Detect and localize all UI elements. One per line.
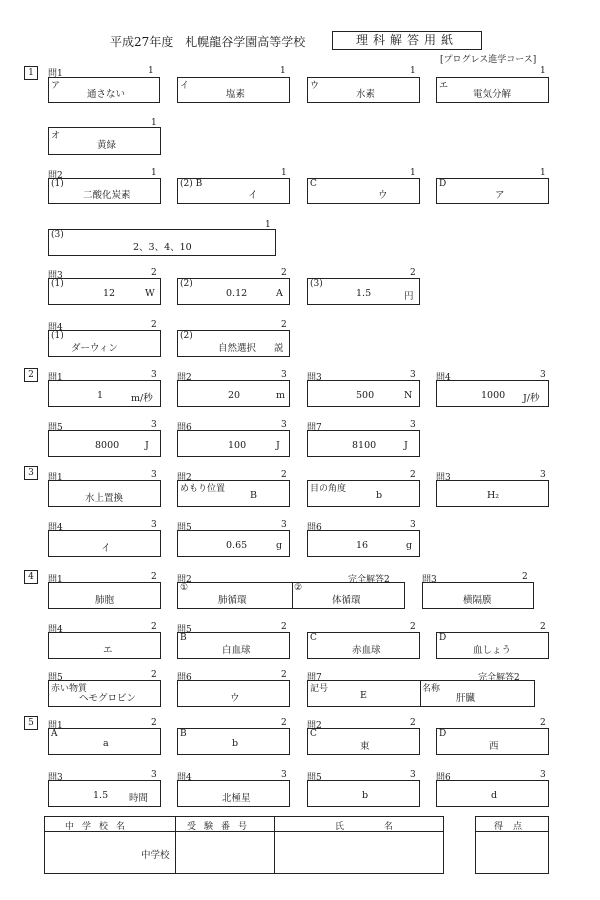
answer-value: 塩素	[226, 89, 246, 100]
question-label: 問3	[422, 575, 437, 585]
sub-label: 赤い物質	[51, 684, 88, 694]
sub-label: 記号	[310, 684, 329, 694]
answer-value: 20	[228, 390, 241, 401]
answer-box	[48, 728, 161, 755]
completion-note: 完全解答2	[478, 673, 520, 683]
answer-box	[436, 77, 549, 103]
answer-box	[48, 530, 161, 557]
points: 2	[151, 268, 157, 278]
answer-box	[307, 430, 420, 457]
points: 1	[540, 66, 546, 76]
points: 2	[151, 670, 157, 680]
answer-box	[48, 178, 161, 204]
points: 3	[410, 520, 416, 530]
answer-unit: J	[404, 440, 408, 451]
points: 2	[151, 320, 157, 330]
answer-unit: N	[404, 390, 413, 401]
points: 2	[281, 718, 287, 728]
answer-box	[177, 178, 290, 204]
answer-box	[307, 530, 420, 557]
answer-box	[48, 229, 276, 256]
points: 3	[281, 370, 287, 380]
answer-value: ウ	[230, 693, 240, 704]
points: 1	[410, 66, 416, 76]
section-number: 5	[24, 716, 38, 730]
answer-value: 電気分解	[473, 89, 512, 100]
sub-label: (2)	[180, 279, 193, 289]
section-number: 2	[24, 368, 38, 382]
answer-box	[436, 632, 549, 659]
answer-unit: 説	[274, 343, 284, 354]
answer-unit: A	[276, 288, 283, 299]
answer-box	[177, 430, 290, 457]
answer-box	[48, 380, 161, 407]
sub-label: オ	[51, 131, 61, 141]
sub-label: (3)	[310, 279, 323, 289]
sub-label: ア	[51, 81, 61, 91]
answer-value: 1	[97, 390, 104, 401]
answer-value: d	[491, 790, 498, 801]
answer-box	[177, 632, 290, 659]
answer-value: 1.5	[93, 790, 109, 801]
answer-value: 2、3、4、10	[133, 242, 192, 253]
answer-box	[307, 680, 535, 707]
answer-value: H₂	[487, 490, 500, 501]
answer-value: ウ	[378, 190, 388, 201]
points: 3	[151, 770, 157, 780]
answer-box	[48, 582, 161, 609]
answer-unit: 時間	[129, 793, 149, 804]
answer-value: ア	[495, 190, 505, 201]
answer-value: 黄緑	[97, 140, 117, 151]
sub-label: B	[180, 633, 187, 643]
points: 2	[281, 320, 287, 330]
sub-label: ①	[180, 583, 189, 593]
question-label: 問6	[177, 423, 192, 433]
answer-box	[48, 480, 161, 507]
question-label: 問4	[48, 625, 63, 635]
sub-label: D	[439, 633, 447, 643]
points: 2	[151, 572, 157, 582]
answer-value: 北極星	[222, 793, 251, 804]
answer-box	[177, 278, 290, 305]
answer-value: 肺胞	[95, 595, 115, 606]
question-label: 問5	[177, 523, 192, 533]
points: 3	[281, 420, 287, 430]
answer-box	[177, 330, 290, 357]
answer-box	[177, 380, 290, 407]
points: 3	[540, 370, 546, 380]
answer-box	[307, 728, 420, 755]
points: 2	[522, 572, 528, 582]
question-label: 問1	[48, 721, 63, 731]
answer-value: 水上置換	[85, 493, 124, 504]
sub-label: エ	[439, 81, 449, 91]
sub-label: イ	[180, 81, 190, 91]
answer-unit: m/秒	[131, 393, 153, 404]
answer-value: 西	[489, 741, 499, 752]
question-label: 問6	[177, 673, 192, 683]
column-divider	[175, 817, 176, 873]
course-label: [プログレス進学コース]	[440, 55, 537, 65]
question-label: 問7	[307, 673, 322, 683]
answer-value: B	[250, 490, 257, 501]
answer-value: 血しょう	[473, 645, 512, 656]
answer-value: 白血球	[222, 645, 251, 656]
sub-label: (1)	[51, 279, 64, 289]
question-label: 問3	[307, 373, 322, 383]
answer-value: 水素	[356, 89, 376, 100]
sub-label: B	[180, 729, 187, 739]
points: 2	[151, 622, 157, 632]
answer-box	[436, 178, 549, 204]
answer-value: エ	[103, 645, 113, 656]
points: 1	[281, 168, 287, 178]
section-number: 1	[24, 66, 38, 80]
score-table	[475, 816, 549, 874]
answer-unit: J	[145, 440, 149, 451]
question-label: 問3	[436, 473, 451, 483]
answer-box	[436, 380, 549, 407]
points: 1	[280, 66, 286, 76]
points: 2	[281, 268, 287, 278]
sub-label: A	[51, 729, 58, 739]
sub-label: (2) B	[180, 179, 203, 189]
question-label: 問2	[177, 473, 192, 483]
answer-box	[48, 632, 161, 659]
question-label: 問5	[48, 423, 63, 433]
answer-value: 0.12	[226, 288, 248, 299]
question-label: 問2	[48, 171, 63, 181]
completion-note: 完全解答2	[348, 575, 390, 585]
sub-label: ②	[294, 583, 303, 593]
question-label: 問1	[48, 575, 63, 585]
section-number: 3	[24, 466, 38, 480]
exam-number-header: 受験番号	[187, 822, 256, 832]
header-title: 平成27年度 札幌龍谷学園高等学校	[110, 35, 306, 49]
school-suffix: 中学校	[141, 850, 170, 861]
answer-value: 赤血球	[352, 645, 381, 656]
question-label: 問2	[177, 373, 192, 383]
question-label: 問1	[48, 373, 63, 383]
answer-box	[177, 530, 290, 557]
sub-label: D	[439, 179, 447, 189]
answer-box	[436, 480, 549, 507]
points: 1	[151, 118, 157, 128]
answer-box	[307, 480, 420, 507]
answer-box	[307, 278, 420, 305]
answer-unit: J	[276, 440, 280, 451]
points: 2	[410, 622, 416, 632]
sub-label: (1)	[51, 331, 64, 341]
answer-box	[177, 780, 290, 807]
answer-value: ヘモグロビン	[79, 693, 137, 704]
answer-value: 肝臓	[456, 693, 476, 704]
question-label: 問4	[177, 773, 192, 783]
section-number: 4	[24, 570, 38, 584]
sub-label: C	[310, 729, 317, 739]
sub-label: D	[439, 729, 447, 739]
answer-value: 1.5	[356, 288, 372, 299]
sub-label: C	[310, 179, 317, 189]
question-label: 問3	[48, 773, 63, 783]
answer-box	[177, 680, 290, 707]
sub-label: (1)	[51, 179, 64, 189]
points: 1	[148, 66, 154, 76]
points: 2	[410, 470, 416, 480]
answer-box	[48, 127, 161, 155]
answer-value: 自然選択	[218, 343, 257, 354]
answer-box	[177, 582, 405, 609]
points: 3	[410, 770, 416, 780]
points: 3	[540, 770, 546, 780]
sheet-title: 理科解答用紙	[332, 31, 482, 50]
sub-label: 目の角度	[310, 484, 347, 494]
answer-unit: W	[145, 288, 155, 299]
answer-box	[48, 330, 161, 357]
answer-value: 8100	[352, 440, 377, 451]
question-label: 問5	[48, 673, 63, 683]
question-label: 問2	[307, 721, 322, 731]
school-name-header: 中学校名	[65, 822, 134, 832]
sub-label: (2)	[180, 331, 193, 341]
answer-value: 通さない	[87, 89, 126, 100]
sub-label: 名称	[422, 684, 441, 694]
answer-box	[48, 278, 161, 305]
question-label: 問4	[48, 523, 63, 533]
answer-value: 16	[356, 540, 369, 551]
answer-value: b	[232, 738, 239, 749]
points: 3	[151, 470, 157, 480]
points: 3	[151, 370, 157, 380]
answer-value: 体循環	[332, 595, 361, 606]
answer-box	[177, 77, 290, 103]
answer-box	[307, 780, 420, 807]
answer-unit: g	[276, 540, 283, 551]
answer-value: 二酸化炭素	[83, 190, 131, 201]
answer-unit: 円	[404, 291, 414, 302]
answer-box	[48, 77, 160, 103]
points: 3	[281, 770, 287, 780]
answer-value: a	[103, 738, 109, 749]
points: 2	[410, 718, 416, 728]
points: 2	[410, 268, 416, 278]
question-label: 問1	[48, 69, 63, 79]
answer-unit: m	[276, 390, 286, 401]
answer-box	[307, 77, 420, 103]
answer-value: 東	[360, 741, 370, 752]
answer-box	[422, 582, 534, 609]
answer-value: 100	[228, 440, 247, 451]
points: 3	[410, 420, 416, 430]
answer-box	[307, 380, 420, 407]
answer-unit: g	[406, 540, 413, 551]
answer-unit: J/秒	[523, 393, 540, 404]
answer-value: E	[360, 690, 367, 701]
answer-value: 横隔膜	[463, 595, 492, 606]
question-label: 問4	[48, 323, 63, 333]
answer-box	[436, 728, 549, 755]
answer-value: 12	[103, 288, 116, 299]
sub-label: (3)	[51, 230, 64, 240]
points: 3	[151, 520, 157, 530]
answer-box	[307, 178, 420, 204]
answer-value: b	[376, 490, 383, 501]
points: 1	[540, 168, 546, 178]
sub-label: C	[310, 633, 317, 643]
answer-value: 8000	[95, 440, 120, 451]
points: 2	[151, 718, 157, 728]
points: 2	[281, 470, 287, 480]
question-label: 問1	[48, 473, 63, 483]
points: 3	[151, 420, 157, 430]
points: 3	[540, 470, 546, 480]
answer-value: 肺循環	[218, 595, 247, 606]
answer-value: b	[362, 790, 369, 801]
answer-box	[48, 780, 161, 807]
answer-box	[48, 680, 161, 707]
answer-value: イ	[248, 190, 258, 201]
points: 2	[540, 718, 546, 728]
points: 1	[410, 168, 416, 178]
points: 1	[151, 168, 157, 178]
points: 1	[265, 220, 271, 230]
points: 2	[281, 622, 287, 632]
sub-label: めもり位置	[180, 484, 226, 494]
question-label: 問2	[177, 575, 192, 585]
points: 3	[281, 520, 287, 530]
question-label: 問3	[48, 271, 63, 281]
answer-box	[436, 780, 549, 807]
score-header: 得点	[494, 822, 533, 832]
sub-label: ウ	[310, 81, 320, 91]
points: 2	[281, 670, 287, 680]
divider	[292, 583, 293, 608]
question-label: 問6	[436, 773, 451, 783]
answer-value: 1000	[481, 390, 506, 401]
name-header: 氏名	[335, 822, 434, 832]
answer-value: 0.65	[226, 540, 248, 551]
answer-box	[177, 480, 290, 507]
answer-box	[177, 728, 290, 755]
column-divider	[274, 817, 275, 873]
question-label: 問6	[307, 523, 322, 533]
question-label: 問7	[307, 423, 322, 433]
applicant-info-table	[44, 816, 444, 874]
answer-box	[48, 430, 161, 457]
answer-box	[307, 632, 420, 659]
points: 2	[540, 622, 546, 632]
question-label: 問4	[436, 373, 451, 383]
question-label: 問5	[177, 625, 192, 635]
answer-value: イ	[101, 543, 111, 554]
answer-value: ダーウィン	[71, 343, 118, 354]
question-label: 問5	[307, 773, 322, 783]
points: 3	[410, 370, 416, 380]
divider	[420, 681, 421, 706]
answer-value: 500	[356, 390, 375, 401]
